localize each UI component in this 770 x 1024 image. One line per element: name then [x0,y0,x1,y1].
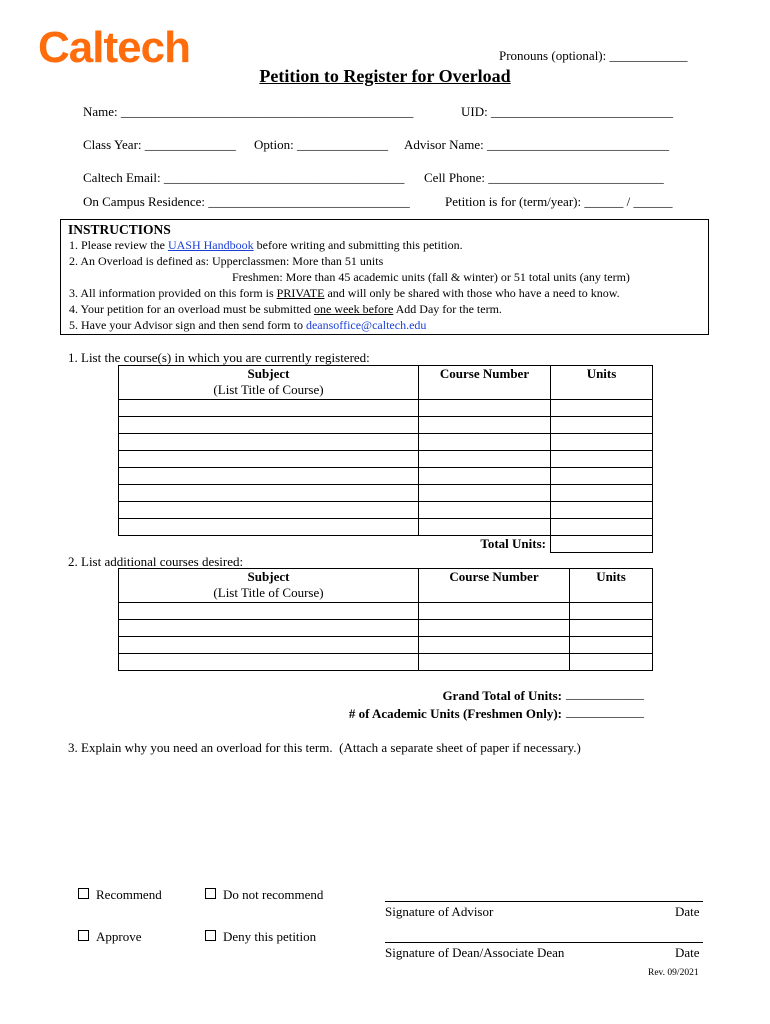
table-row[interactable] [119,603,653,620]
revision-note: Rev. 09/2021 [648,968,699,978]
term-year-field[interactable]: Petition is for (term/year): ______ / ______ [445,194,673,209]
instruction-5 [69,318,426,332]
grand-total-field[interactable]: ____________ [566,686,644,701]
table-row[interactable] [119,434,653,451]
table-row[interactable] [119,519,653,536]
recommend-label: Recommend [96,887,162,902]
dean-signature-line[interactable] [385,942,703,943]
instruction-text: 4. Your petition for an overload must be submitted [69,302,314,316]
approve-option[interactable] [78,929,142,945]
section-3-label: 3. Explain why you need an overload for this term. (Attach a separate sheet of paper if necessary.) [68,740,581,755]
subject-header-sub: (List Title of Course) [213,585,324,600]
table-row[interactable] [119,400,653,417]
subject-header [119,366,419,400]
not-recommend-option[interactable] [205,887,323,903]
advisor-date-label: Date [675,904,700,919]
instruction-text: before writing and submitting this petition. [253,238,463,252]
advisor-name-field[interactable]: Advisor Name: ____________________________ [404,137,670,152]
instruction-text: and will only be shared with those who have a need to know. [324,286,620,300]
instruction-2-freshmen: Freshmen: More than 45 academic units (fall & winter) or 51 total units (any term) [232,270,630,284]
deny-option[interactable] [205,929,316,945]
instructions-heading: INSTRUCTIONS [68,222,171,237]
cell-phone-field[interactable]: Cell Phone: ___________________________ [424,170,664,185]
instruction-text: 1. Please review the [69,238,168,252]
table-row[interactable] [119,468,653,485]
table-header-row [119,366,653,400]
subject-header-sub: (List Title of Course) [213,382,324,397]
explanation-area[interactable] [68,760,708,870]
current-courses-table [118,365,653,553]
private-emphasis: PRIVATE [276,286,325,300]
table-row[interactable] [119,654,653,671]
checkbox-icon[interactable] [78,888,89,899]
name-field[interactable]: Name: _____________________________________________ [83,104,414,119]
subject-header [119,569,419,603]
section-2-label: 2. List additional courses desired: [68,554,244,569]
table-row[interactable] [119,451,653,468]
course-number-header: Course Number [419,569,570,603]
instruction-1 [69,238,463,252]
total-units-cell[interactable] [551,536,653,553]
recommend-option[interactable] [78,887,162,903]
table-row[interactable] [119,502,653,519]
approve-label: Approve [96,929,142,944]
section-1-label: 1. List the course(s) in which you are currently registered: [68,350,370,365]
page-title: Petition to Register for Overload [259,66,511,86]
table-row[interactable] [119,620,653,637]
residence-field[interactable]: On Campus Residence: _______________________________ [83,194,410,209]
instructions-box [60,219,709,335]
units-header: Units [570,569,653,603]
pronouns-field[interactable]: Pronouns (optional): ____________ [499,48,688,63]
checkbox-icon[interactable] [78,930,89,941]
instruction-2: 2. An Overload is defined as: Upperclassmen: More than 51 units [69,254,384,268]
subject-header-label: Subject [247,366,290,381]
instruction-4 [69,302,502,316]
caltech-email-field[interactable]: Caltech Email: _____________________________________ [83,170,405,185]
grand-total-label: Grand Total of Units: [442,688,562,703]
deadline-emphasis: one week before [313,302,394,316]
instruction-text: Add Day for the term. [393,302,502,316]
table-row[interactable] [119,637,653,654]
advisor-signature-label: Signature of Advisor [385,904,494,919]
dean-date-label: Date [675,945,700,960]
advisor-signature-line[interactable] [385,901,703,902]
caltech-logo: Caltech [38,23,190,72]
instruction-text: 3. All information provided on this form is [69,286,277,300]
academic-units-field[interactable]: ____________ [566,704,644,719]
instruction-text: 5. Have your Advisor sign and then send form to [69,318,306,332]
table-row[interactable] [119,485,653,502]
total-units-label: Total Units: [480,536,546,551]
table-header-row [119,569,653,603]
total-units-row [119,536,653,553]
uid-field[interactable]: UID: ____________________________ [461,104,673,119]
units-header: Units [551,366,653,400]
deansoffice-email-link[interactable]: deansoffice@caltech.edu [305,318,427,332]
checkbox-icon[interactable] [205,888,216,899]
instruction-3 [69,286,620,300]
checkbox-icon[interactable] [205,930,216,941]
academic-units-label: # of Academic Units (Freshmen Only): [348,706,562,721]
subject-header-label: Subject [247,569,290,584]
table-row[interactable] [119,417,653,434]
option-field[interactable]: Option: ______________ [254,137,388,152]
class-year-field[interactable]: Class Year: ______________ [83,137,236,152]
dean-signature-label: Signature of Dean/Associate Dean [385,945,565,960]
uash-handbook-link[interactable]: UASH Handbook [167,238,254,252]
not-recommend-label: Do not recommend [223,887,324,902]
additional-courses-table [118,568,653,671]
course-number-header: Course Number [419,366,551,400]
deny-label: Deny this petition [223,929,317,944]
